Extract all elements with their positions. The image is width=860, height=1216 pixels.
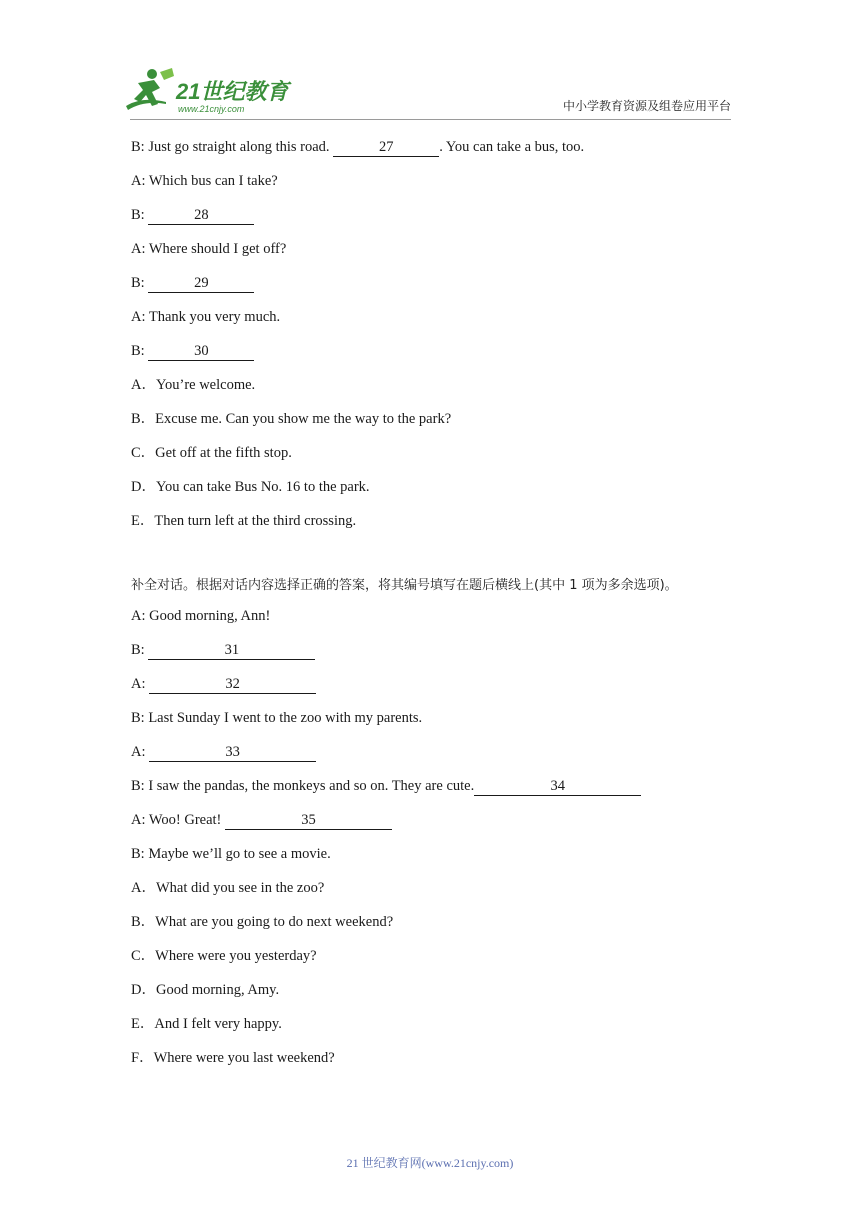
dialogue-line xyxy=(131,674,731,708)
dialogue-line xyxy=(131,742,731,776)
document-body xyxy=(131,137,731,1082)
option-item: E．And I felt very happy. xyxy=(131,1016,282,1032)
answer-blank[interactable]: 32 xyxy=(149,676,316,694)
answer-blank[interactable]: 30 xyxy=(148,343,254,361)
section-instruction: 补全对话。根据对话内容选择正确的答案，将其编号填写在题后横线上(其中 1 项为多余选项)。 xyxy=(131,578,678,593)
answer-blank[interactable]: 29 xyxy=(148,275,254,293)
dialogue-2 xyxy=(131,606,731,878)
answer-blank[interactable]: 33 xyxy=(149,744,316,762)
dialogue-line: A: Which bus can I take? xyxy=(131,173,278,189)
option-item: C．Where were you yesterday? xyxy=(131,948,317,964)
dialogue-line: A: Where should I get off? xyxy=(131,241,287,257)
answer-blank[interactable]: 35 xyxy=(225,812,392,830)
option-item: F．Where were you last weekend? xyxy=(131,1050,335,1066)
option-item: A．You’re welcome. xyxy=(131,377,256,393)
page-footer[interactable]: 21 世纪教育网(www.21cnjy.com) xyxy=(346,1156,514,1170)
line-text: A: xyxy=(131,676,150,692)
header-platform-text: 中小学教育资源及组卷应用平台 xyxy=(562,99,731,113)
line-text: A: xyxy=(131,744,150,760)
logo-url: www.21cnjy.com xyxy=(178,104,245,114)
dialogue-line xyxy=(131,205,731,239)
page-header xyxy=(0,0,860,125)
line-text: B: I saw the pandas, the monkeys and so on. They are cute. xyxy=(131,778,475,794)
logo-text: 21世纪教育 xyxy=(176,79,289,104)
answer-blank[interactable]: 27 xyxy=(333,139,439,157)
line-text: B: Just go straight along this road. xyxy=(131,139,334,155)
answer-blank[interactable]: 31 xyxy=(148,642,315,660)
option-item: D．Good morning, Amy. xyxy=(131,982,280,998)
option-item: A．What did you see in the zoo? xyxy=(131,880,325,896)
line-text: A: Woo! Great! xyxy=(131,812,225,828)
line-text: B: xyxy=(131,207,149,223)
option-item: B．Excuse me. Can you show me the way to the park? xyxy=(131,411,452,427)
dialogue-line xyxy=(131,640,731,674)
dialogue-line: A: Thank you very much. xyxy=(131,309,281,325)
answer-blank[interactable]: 28 xyxy=(148,207,254,225)
answer-blank[interactable]: 34 xyxy=(474,778,641,796)
line-text: B: xyxy=(131,642,149,658)
dialogue-line xyxy=(131,341,731,375)
dialogue-1 xyxy=(131,137,731,375)
dialogue-line: B: Maybe we’ll go to see a movie. xyxy=(131,846,331,862)
section-gap xyxy=(131,545,731,571)
dialogue-line xyxy=(131,137,731,171)
option-item: D．You can take Bus No. 16 to the park. xyxy=(131,479,370,495)
option-item: B．What are you going to do next weekend? xyxy=(131,914,394,930)
dialogue-line: B: Last Sunday I went to the zoo with my parents. xyxy=(131,710,423,726)
header-divider xyxy=(130,119,731,120)
site-logo[interactable] xyxy=(122,66,292,116)
dialogue-line: A: Good morning, Ann! xyxy=(131,608,271,624)
dialogue-line xyxy=(131,776,731,810)
option-item: E．Then turn left at the third crossing. xyxy=(131,513,357,529)
option-item: C．Get off at the fifth stop. xyxy=(131,445,292,461)
line-text: . You can take a bus, too. xyxy=(439,139,585,155)
dialogue-line xyxy=(131,810,731,844)
line-text: B: xyxy=(131,275,149,291)
dialogue-line xyxy=(131,273,731,307)
options-1 xyxy=(131,375,731,545)
line-text: B: xyxy=(131,343,149,359)
options-2 xyxy=(131,878,731,1082)
logo-graphic xyxy=(122,66,292,116)
